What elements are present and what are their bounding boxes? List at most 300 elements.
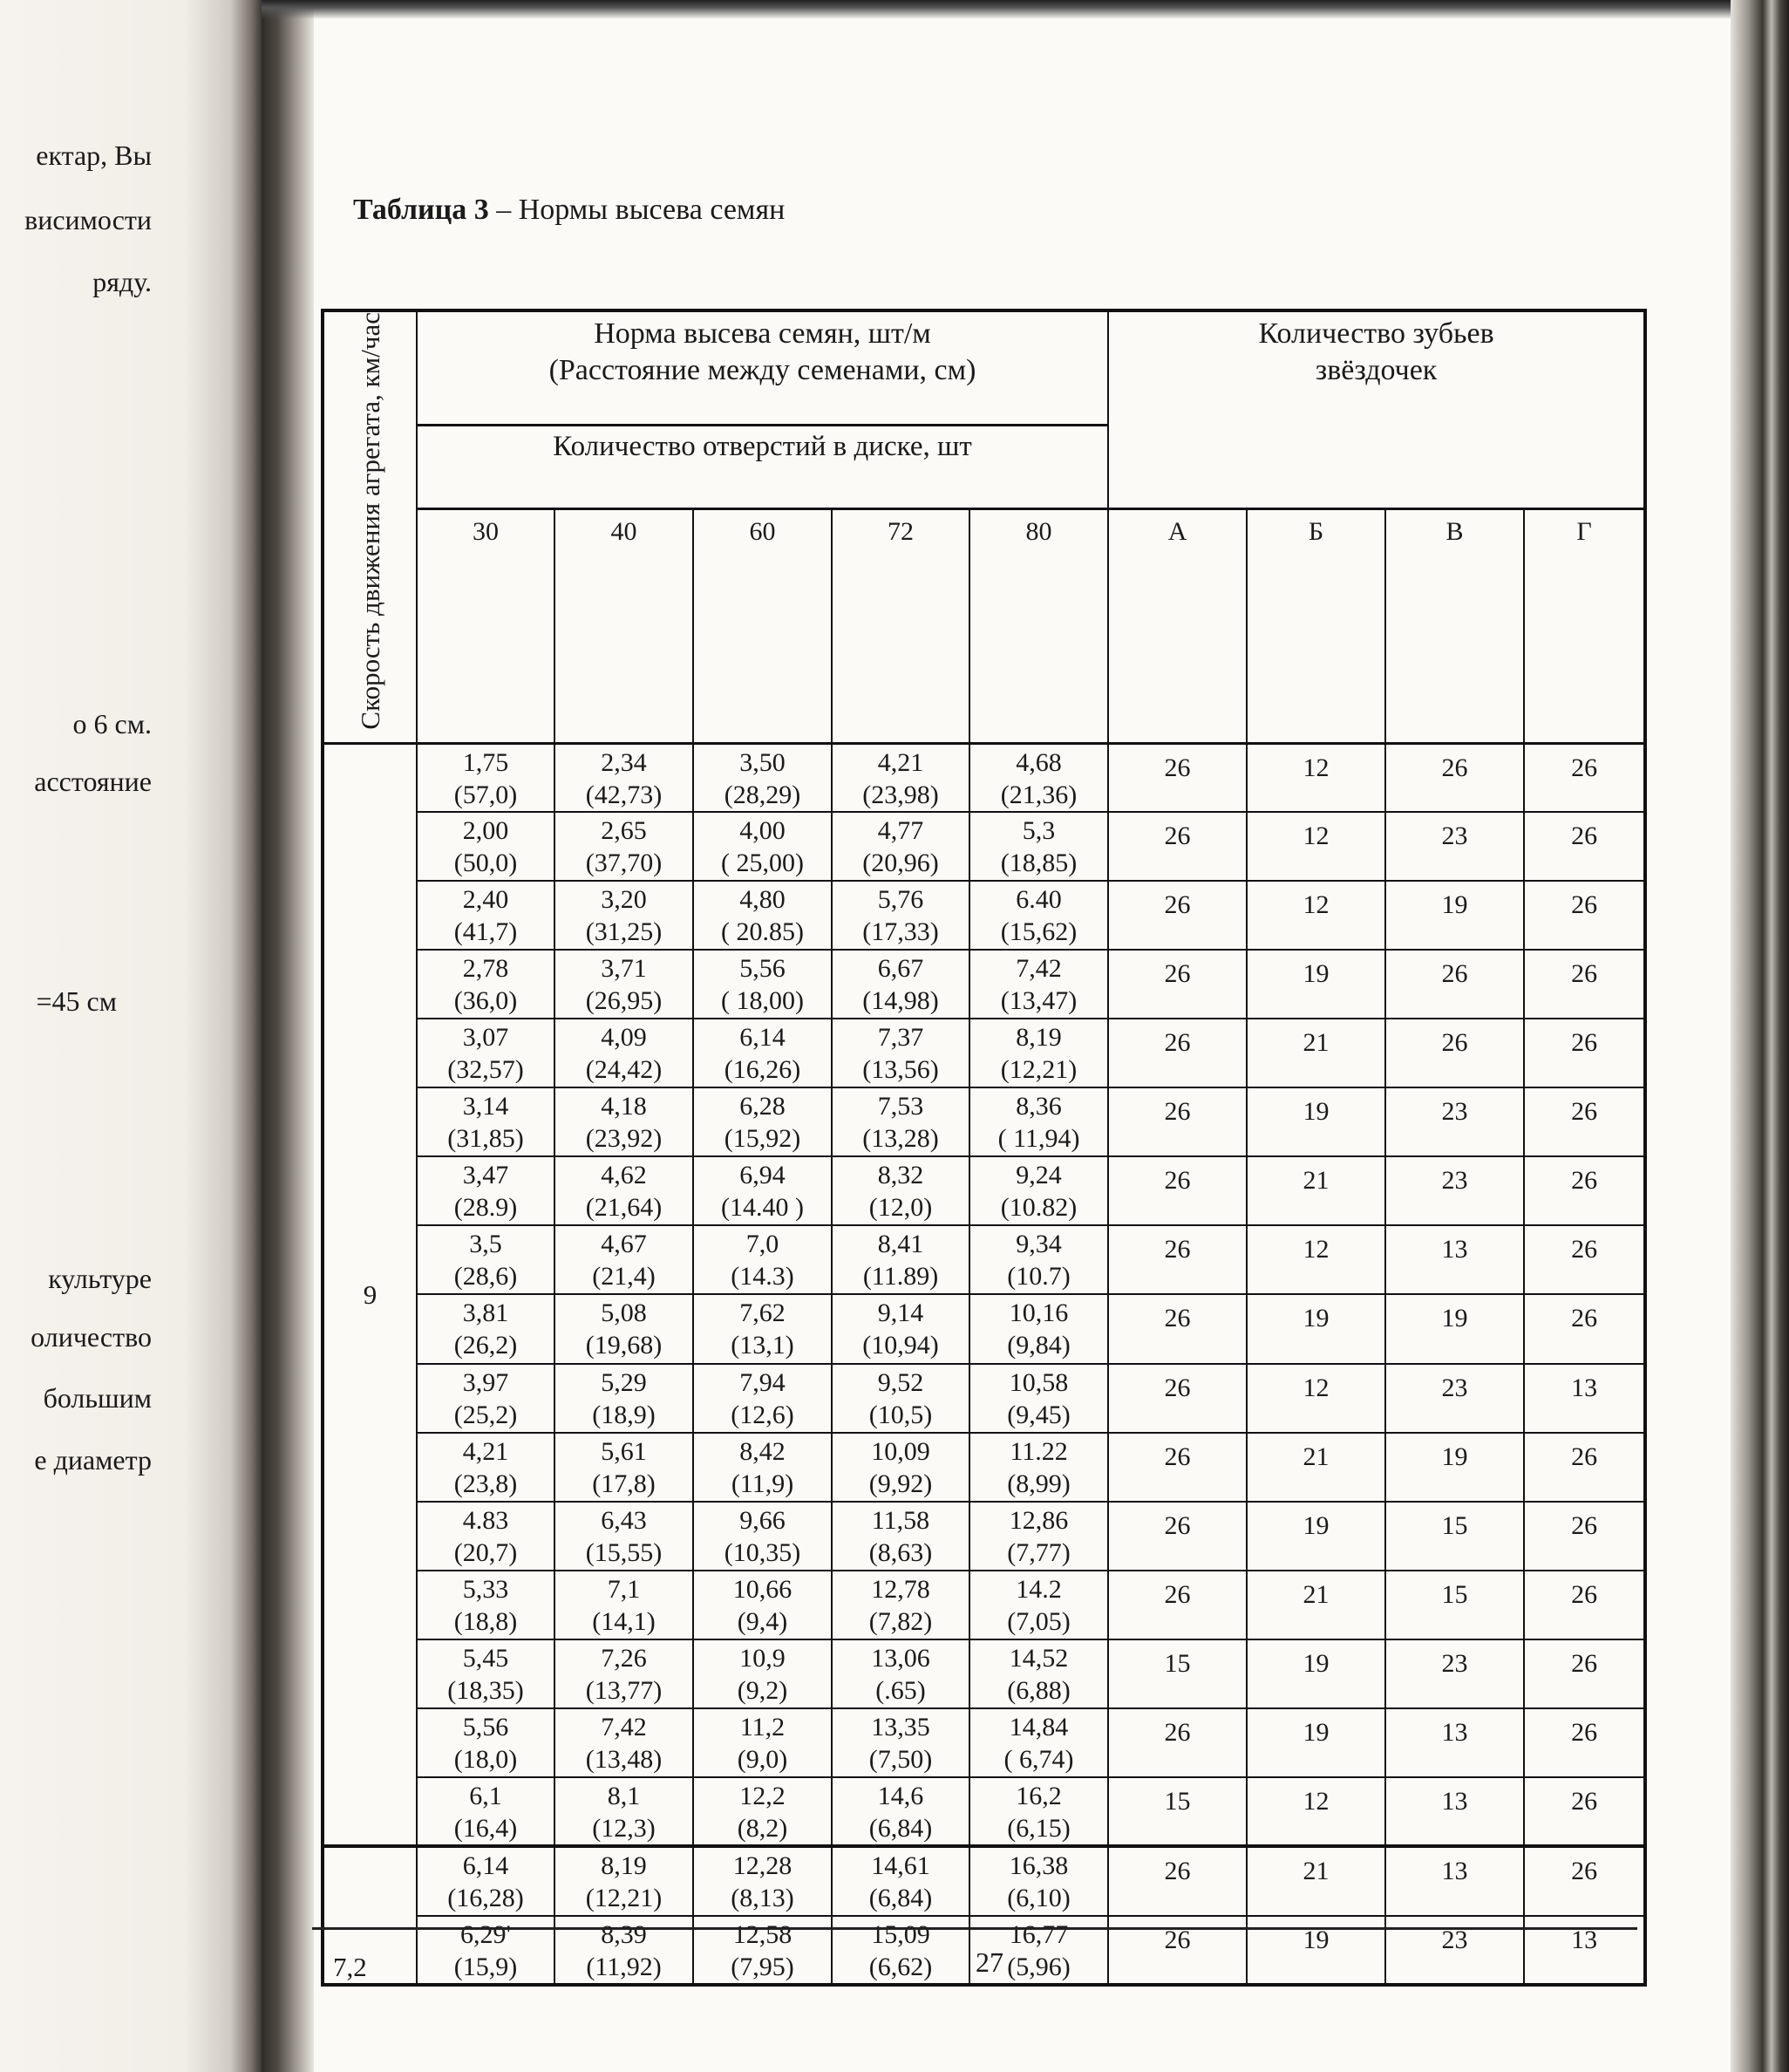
seeds-per-meter: 2,34 xyxy=(601,747,647,777)
sprocket-teeth-cell: 26 xyxy=(1108,1916,1247,1986)
table-row xyxy=(323,1156,1645,1225)
seeds-per-meter: 1,75 xyxy=(462,747,509,777)
speed-header-text: Скорость движения агрегата, км/час xyxy=(354,312,385,730)
speed-value-cell: 7,2 xyxy=(323,1846,417,1985)
sprocket-teeth-cell: 26 xyxy=(1108,812,1247,881)
seed-spacing: (10.7) xyxy=(1007,1262,1071,1292)
sprocket-teeth-cell: 26 xyxy=(1108,1156,1247,1225)
seeds-per-meter: 14,61 xyxy=(871,1851,930,1881)
sprocket-col-g: Г xyxy=(1524,508,1645,743)
seeding-norm-header-line2: (Расстояние между семенами, см) xyxy=(548,354,976,386)
sprocket-teeth-cell: 19 xyxy=(1385,1433,1524,1502)
seeds-per-meter: 14,6 xyxy=(877,1781,924,1810)
seed-spacing: (13,47) xyxy=(1000,986,1078,1016)
seeds-per-meter: 4,21 xyxy=(462,1436,509,1466)
seeding-rate-cell xyxy=(969,1571,1108,1639)
left-page-line: =45 см xyxy=(36,985,117,1017)
seeding-rate-cell xyxy=(693,1294,832,1363)
seeding-rate-cell xyxy=(969,1433,1108,1502)
seed-spacing: (9,92) xyxy=(868,1469,933,1498)
seeding-rate-cell xyxy=(554,1571,693,1639)
seed-spacing: (6,88) xyxy=(1007,1675,1071,1705)
seed-spacing: ( 20.85) xyxy=(721,917,804,947)
seed-spacing: (12,21) xyxy=(1000,1055,1078,1085)
holes-col-40: 40 xyxy=(554,508,693,743)
sprocket-teeth-header-line2: звёздочек xyxy=(1315,354,1438,386)
seeding-rate-cell xyxy=(417,743,554,812)
seeds-per-meter: 2,00 xyxy=(462,816,509,846)
sprocket-teeth-cell: 26 xyxy=(1108,1846,1247,1915)
seeds-per-meter: 6,94 xyxy=(739,1161,786,1190)
seeding-rate-cell xyxy=(693,1019,832,1087)
seed-spacing: (6,15) xyxy=(1007,1813,1071,1843)
seeds-per-meter: 16,38 xyxy=(1009,1851,1069,1881)
seeds-per-meter: 4,62 xyxy=(601,1161,647,1190)
table-body xyxy=(323,743,1645,1985)
seeds-per-meter: 11,2 xyxy=(739,1712,786,1741)
left-page-line: большим xyxy=(43,1382,152,1414)
seeds-per-meter: 7,62 xyxy=(739,1298,786,1328)
sprocket-teeth-cell: 21 xyxy=(1247,1433,1385,1502)
sprocket-teeth-cell: 19 xyxy=(1247,1639,1385,1708)
seed-spacing: (10,35) xyxy=(724,1537,801,1567)
seeds-per-meter: 9,14 xyxy=(877,1298,924,1328)
seed-spacing: (7,77) xyxy=(1007,1537,1071,1567)
left-page-line: о 6 см. xyxy=(72,708,152,740)
seed-spacing: (18,85) xyxy=(1000,849,1078,878)
seeds-per-meter: 5,45 xyxy=(462,1643,509,1673)
seeds-per-meter: 4,77 xyxy=(877,816,924,846)
sprocket-teeth-cell: 26 xyxy=(1108,1502,1247,1571)
seeding-rate-cell xyxy=(832,1156,969,1225)
seeding-rate-cell xyxy=(554,1019,693,1087)
table-title xyxy=(353,194,785,227)
seeds-per-meter: 4,67 xyxy=(601,1230,647,1259)
sprocket-teeth-cell: 26 xyxy=(1108,1019,1247,1087)
seeding-rate-cell xyxy=(969,1294,1108,1363)
sprocket-teeth-cell: 26 xyxy=(1108,950,1247,1019)
table-row xyxy=(323,1639,1645,1708)
sprocket-teeth-cell: 15 xyxy=(1385,1502,1524,1571)
seeds-per-meter: 7,53 xyxy=(877,1092,924,1121)
seeds-per-meter: 13,06 xyxy=(871,1643,930,1673)
seeding-rate-cell xyxy=(693,1571,832,1639)
seed-spacing: (12,6) xyxy=(731,1400,794,1429)
table-row xyxy=(323,1364,1645,1433)
seeding-rate-cell xyxy=(693,812,832,881)
sprocket-teeth-cell: 26 xyxy=(1108,1708,1247,1777)
page-edge-stack xyxy=(1731,0,1789,2072)
seeds-per-meter: 3,14 xyxy=(462,1092,509,1121)
seeds-per-meter: 4,68 xyxy=(1016,747,1062,777)
sprocket-teeth-cell: 26 xyxy=(1385,950,1524,1019)
seed-spacing: (10,94) xyxy=(862,1331,939,1360)
sprocket-col-b: Б xyxy=(1247,508,1385,743)
seeding-rate-cell xyxy=(693,1777,832,1846)
seeding-rate-cell xyxy=(417,1364,554,1433)
sprocket-teeth-cell: 26 xyxy=(1524,1019,1645,1087)
seed-spacing: (7,82) xyxy=(868,1606,933,1636)
seeds-per-meter: 11,58 xyxy=(871,1505,930,1535)
sprocket-teeth-cell: 19 xyxy=(1247,1294,1385,1363)
seeding-rate-cell xyxy=(969,1708,1108,1777)
page-number: 27 xyxy=(976,1946,1003,1978)
seeds-per-meter: 7,42 xyxy=(1016,954,1062,984)
seeding-rate-cell xyxy=(832,1846,969,1915)
seeds-per-meter: 8,19 xyxy=(601,1851,647,1881)
seeds-per-meter: 10,16 xyxy=(1009,1298,1069,1328)
left-page-line: висимости xyxy=(24,204,152,235)
seeds-per-meter: 3,81 xyxy=(462,1298,509,1328)
sprocket-col-v: В xyxy=(1385,508,1524,743)
seeds-per-meter: 6,67 xyxy=(877,954,924,984)
table-title-number: Таблица 3 xyxy=(353,194,489,226)
seeds-per-meter: 7,0 xyxy=(745,1230,779,1259)
seeds-per-meter: 8,36 xyxy=(1016,1092,1062,1121)
seed-spacing: (5,96) xyxy=(1007,1952,1071,1981)
seeding-rate-cell xyxy=(417,812,554,881)
sprocket-teeth-cell: 19 xyxy=(1247,1087,1385,1156)
table-row xyxy=(323,1708,1645,1777)
seeding-rate-cell xyxy=(417,950,554,1019)
seeds-per-meter: 5,08 xyxy=(601,1298,647,1328)
table-row xyxy=(323,950,1645,1019)
seed-spacing: (19,68) xyxy=(585,1331,663,1360)
seed-spacing: (14,98) xyxy=(862,986,939,1016)
sprocket-teeth-cell: 19 xyxy=(1385,881,1524,950)
sprocket-teeth-cell: 19 xyxy=(1247,1916,1385,1986)
seeding-rate-cell xyxy=(693,1156,832,1225)
seeds-per-meter: 6,14 xyxy=(462,1851,509,1881)
seeding-rate-cell xyxy=(693,1916,832,1986)
seed-spacing: (36,0) xyxy=(453,986,518,1016)
seed-spacing: (16,28) xyxy=(447,1884,524,1913)
sprocket-teeth-cell: 26 xyxy=(1385,743,1524,812)
seeds-per-meter: 4,18 xyxy=(601,1092,647,1121)
seeds-per-meter: 4,21 xyxy=(877,747,924,777)
sprocket-teeth-cell: 12 xyxy=(1247,881,1385,950)
sprocket-teeth-cell: 23 xyxy=(1385,1087,1524,1156)
seed-spacing: (18,9) xyxy=(592,1400,656,1429)
table-row xyxy=(323,1433,1645,1502)
seed-spacing: (13,28) xyxy=(862,1124,939,1154)
seeds-per-meter: 7,26 xyxy=(601,1643,647,1673)
sprocket-teeth-cell: 26 xyxy=(1524,1777,1645,1846)
seed-spacing: (11.89) xyxy=(862,1262,939,1292)
holes-col-80: 80 xyxy=(969,508,1108,743)
seeding-rate-cell xyxy=(832,1294,969,1363)
seed-spacing: (26,2) xyxy=(453,1331,518,1360)
speed-value-cell: 9 xyxy=(323,743,417,1846)
seeds-per-meter: 5,56 xyxy=(739,954,786,984)
seeding-rate-cell xyxy=(554,881,693,950)
seed-spacing: (31,25) xyxy=(585,917,663,947)
seeding-rate-cell xyxy=(969,812,1108,881)
seeding-rate-cell xyxy=(417,1639,554,1708)
seeding-rate-cell xyxy=(693,1225,832,1294)
seeding-rate-cell xyxy=(832,1225,969,1294)
sprocket-teeth-cell: 23 xyxy=(1385,1156,1524,1225)
seeding-rate-cell xyxy=(554,1846,693,1915)
holes-col-60: 60 xyxy=(693,508,832,743)
seeding-rate-cell xyxy=(693,1502,832,1571)
seeds-per-meter: 10,66 xyxy=(732,1574,792,1604)
sprocket-teeth-cell: 26 xyxy=(1108,1294,1247,1363)
seed-spacing: (25,2) xyxy=(453,1400,518,1429)
sprocket-teeth-cell: 19 xyxy=(1247,950,1385,1019)
seed-spacing: (12,21) xyxy=(585,1884,663,1913)
seeds-per-meter: 2,65 xyxy=(601,816,647,846)
seed-spacing: (21,4) xyxy=(592,1262,656,1292)
seed-spacing: (31,85) xyxy=(447,1124,524,1154)
seeding-rate-cell xyxy=(554,1087,693,1156)
seed-spacing: (18,35) xyxy=(447,1675,524,1705)
seeds-per-meter: 14.2 xyxy=(1016,1574,1062,1604)
seeds-per-meter: 7,42 xyxy=(601,1712,647,1741)
seed-spacing: (37,70) xyxy=(585,849,663,878)
left-page-line: е диаметр xyxy=(34,1444,152,1476)
seeds-per-meter: 9,34 xyxy=(1016,1230,1062,1259)
seed-spacing: (6,10) xyxy=(1007,1884,1071,1913)
book-gutter-shadow xyxy=(262,0,314,2072)
sprocket-teeth-cell: 13 xyxy=(1385,1708,1524,1777)
seed-spacing: (6,84) xyxy=(868,1884,933,1913)
seed-spacing: (9,45) xyxy=(1007,1400,1071,1429)
holes-col-30: 30 xyxy=(417,508,554,743)
seed-spacing: (8,2) xyxy=(737,1813,788,1843)
seed-spacing: ( 25,00) xyxy=(721,849,804,878)
seeds-per-meter: 10,09 xyxy=(871,1436,930,1466)
seeds-per-meter: 6.40 xyxy=(1016,885,1062,915)
seeds-per-meter: 5,29 xyxy=(601,1367,647,1397)
sprocket-teeth-cell: 21 xyxy=(1247,1156,1385,1225)
seeds-per-meter: 6,14 xyxy=(739,1023,786,1053)
sprocket-teeth-cell: 26 xyxy=(1108,1225,1247,1294)
seed-spacing: (28,29) xyxy=(724,780,801,809)
sprocket-teeth-cell: 13 xyxy=(1385,1846,1524,1915)
sprocket-teeth-cell: 13 xyxy=(1524,1916,1645,1986)
seeding-rate-cell xyxy=(693,1846,832,1915)
left-page-line: культуре xyxy=(48,1263,152,1294)
seeds-per-meter: 3,07 xyxy=(462,1023,509,1053)
seed-spacing: (13,56) xyxy=(862,1055,939,1085)
seed-spacing: (12,3) xyxy=(592,1813,656,1843)
sprocket-teeth-cell: 26 xyxy=(1524,1433,1645,1502)
seeding-rate-cell xyxy=(554,1916,693,1986)
sprocket-teeth-cell: 26 xyxy=(1524,881,1645,950)
seeds-per-meter: 6,28 xyxy=(739,1092,786,1121)
sprocket-teeth-cell: 26 xyxy=(1524,1639,1645,1708)
seed-spacing: (15,62) xyxy=(1000,917,1078,947)
seed-spacing: (23,8) xyxy=(453,1469,518,1498)
seeding-rate-cell xyxy=(417,1846,554,1915)
sprocket-teeth-cell: 12 xyxy=(1247,812,1385,881)
sprocket-teeth-cell: 26 xyxy=(1524,1087,1645,1156)
seed-spacing: (32,57) xyxy=(447,1055,524,1085)
seeding-rate-cell xyxy=(554,1294,693,1363)
seeds-per-meter: 5,61 xyxy=(601,1436,647,1466)
seeding-rate-cell xyxy=(832,1502,969,1571)
table-row xyxy=(323,1019,1645,1087)
seed-spacing: (7,95) xyxy=(731,1952,794,1981)
seed-spacing: (11,9) xyxy=(731,1469,794,1498)
seeds-per-meter: 12,2 xyxy=(739,1781,786,1810)
seed-spacing: (10,5) xyxy=(868,1400,933,1429)
seeding-rate-cell xyxy=(969,1156,1108,1225)
sprocket-teeth-cell: 26 xyxy=(1108,881,1247,950)
seeds-per-meter: 4,80 xyxy=(739,885,786,915)
seeding-rate-cell xyxy=(832,1916,969,1986)
seed-spacing: (9,4) xyxy=(737,1606,788,1636)
sprocket-teeth-cell: 12 xyxy=(1247,743,1385,812)
seeding-rate-cell xyxy=(554,1777,693,1846)
seed-spacing: (17,8) xyxy=(592,1469,656,1498)
sprocket-teeth-cell: 21 xyxy=(1247,1019,1385,1087)
seeds-per-meter: 12,28 xyxy=(732,1851,792,1881)
seed-spacing: (10.82) xyxy=(1000,1193,1078,1223)
sprocket-teeth-cell: 13 xyxy=(1524,1364,1645,1433)
table-row xyxy=(323,1294,1645,1363)
sprocket-teeth-cell: 13 xyxy=(1385,1225,1524,1294)
seed-spacing: (15,9) xyxy=(453,1952,518,1981)
sprocket-teeth-cell: 26 xyxy=(1524,1502,1645,1571)
seed-spacing: (16,4) xyxy=(453,1813,518,1843)
seeding-rate-cell xyxy=(693,881,832,950)
seeding-norm-header-line1: Норма высева семян, шт/м xyxy=(594,317,931,350)
seeding-rate-cell xyxy=(554,1225,693,1294)
seeding-rate-cell xyxy=(969,950,1108,1019)
sprocket-teeth-cell: 26 xyxy=(1524,1156,1645,1225)
sprocket-teeth-cell: 15 xyxy=(1108,1777,1247,1846)
seed-spacing: ( 11,94) xyxy=(997,1124,1080,1154)
seeding-rate-cell xyxy=(832,1571,969,1639)
seeds-per-meter: 12,78 xyxy=(871,1574,930,1604)
seeding-rate-cell xyxy=(832,950,969,1019)
seeding-rate-cell xyxy=(554,1156,693,1225)
seeding-rate-cell xyxy=(832,881,969,950)
table-row xyxy=(323,1777,1645,1846)
footer-rule xyxy=(312,1927,1637,1930)
seeding-rate-cell xyxy=(554,812,693,881)
seed-spacing: (42,73) xyxy=(585,780,663,809)
seeding-rate-cell xyxy=(969,1777,1108,1846)
seeds-per-meter: 3,47 xyxy=(462,1161,509,1190)
left-page-line: оличество xyxy=(31,1321,152,1353)
seeding-rate-cell xyxy=(832,1433,969,1502)
seeding-rate-cell xyxy=(554,950,693,1019)
top-edge-shadow xyxy=(262,0,1744,19)
seeding-rate-cell xyxy=(417,1087,554,1156)
seed-spacing: (9,0) xyxy=(737,1744,788,1774)
seeding-rate-cell xyxy=(693,1087,832,1156)
sprocket-teeth-cell: 15 xyxy=(1108,1639,1247,1708)
table-row xyxy=(323,812,1645,881)
seeding-rate-cell xyxy=(554,1502,693,1571)
seeding-rate-cell xyxy=(417,1708,554,1777)
seeding-rate-cell xyxy=(693,1639,832,1708)
seeds-per-meter: 7,94 xyxy=(739,1367,786,1397)
seed-spacing: (9,2) xyxy=(737,1675,788,1705)
seeding-rate-cell xyxy=(417,1916,554,1986)
seeds-per-meter: 9,52 xyxy=(877,1367,924,1397)
seed-spacing: (17,33) xyxy=(862,917,939,947)
seeding-rate-cell xyxy=(969,743,1108,812)
seeds-per-meter: 4,09 xyxy=(601,1023,647,1053)
table-title-text: – Нормы высева семян xyxy=(488,194,786,226)
sprocket-teeth-cell: 19 xyxy=(1385,1294,1524,1363)
table-row xyxy=(323,1571,1645,1639)
sprocket-teeth-cell: 12 xyxy=(1247,1225,1385,1294)
seeds-per-meter: 10,9 xyxy=(739,1643,786,1673)
seeding-rate-cell xyxy=(832,1364,969,1433)
seeds-per-meter: 9,24 xyxy=(1016,1161,1062,1190)
sprocket-teeth-cell: 21 xyxy=(1247,1846,1385,1915)
seed-spacing: (21,36) xyxy=(1000,780,1078,809)
seeding-rate-cell xyxy=(417,881,554,950)
seed-spacing: (28,6) xyxy=(453,1262,518,1292)
sprocket-teeth-header-line1: Количество зубьев xyxy=(1258,317,1494,350)
sprocket-teeth-cell: 26 xyxy=(1108,1087,1247,1156)
seeds-per-meter: 3,20 xyxy=(601,885,647,915)
seeding-rate-cell xyxy=(417,1019,554,1087)
seeding-rate-cell xyxy=(693,1364,832,1433)
seed-spacing: (50,0) xyxy=(453,849,518,878)
table-row xyxy=(323,881,1645,950)
sprocket-teeth-cell: 26 xyxy=(1524,812,1645,881)
seeding-rate-cell xyxy=(417,1294,554,1363)
seeds-per-meter: 8,39 xyxy=(601,1919,647,1949)
table-row xyxy=(323,1225,1645,1294)
sprocket-teeth-cell: 23 xyxy=(1385,812,1524,881)
seeding-rate-table xyxy=(321,309,1647,1987)
seed-spacing: (23,92) xyxy=(585,1124,663,1154)
seeding-rate-cell xyxy=(693,743,832,812)
seed-spacing: (16,26) xyxy=(724,1055,801,1085)
seed-spacing: (8,63) xyxy=(868,1537,933,1567)
disc-holes-header: Количество отверстий в диске, шт xyxy=(417,426,1108,509)
seeds-per-meter: 12,58 xyxy=(732,1919,792,1949)
sprocket-teeth-cell: 26 xyxy=(1108,1433,1247,1502)
seeding-rate-cell xyxy=(832,1708,969,1777)
seed-spacing: (18,8) xyxy=(453,1606,518,1636)
seeds-per-meter: 4.83 xyxy=(462,1505,509,1535)
seed-spacing: (12,0) xyxy=(868,1193,933,1223)
seeding-rate-cell xyxy=(969,1364,1108,1433)
sprocket-teeth-cell: 12 xyxy=(1247,1777,1385,1846)
table-row xyxy=(323,743,1645,812)
seed-spacing: (18,0) xyxy=(453,1744,518,1774)
previous-page-fragment xyxy=(0,0,262,2072)
seeding-rate-cell xyxy=(417,1225,554,1294)
sprocket-teeth-cell: 23 xyxy=(1385,1639,1524,1708)
seed-spacing: (15,92) xyxy=(724,1124,801,1154)
seeds-per-meter: 6,1 xyxy=(469,1781,502,1810)
sprocket-teeth-cell: 26 xyxy=(1108,1571,1247,1639)
sprocket-teeth-cell: 26 xyxy=(1524,1708,1645,1777)
seed-spacing: (20,96) xyxy=(862,849,939,878)
speed-column-header xyxy=(323,310,417,743)
seeds-per-meter: 8,32 xyxy=(877,1161,924,1190)
seeds-per-meter: 11.22 xyxy=(1010,1436,1068,1466)
seeds-per-meter: 7,1 xyxy=(607,1574,641,1604)
seeds-per-meter: 5,76 xyxy=(877,885,924,915)
seed-spacing: (20,7) xyxy=(453,1537,518,1567)
seed-spacing: (6,84) xyxy=(868,1813,933,1843)
seed-spacing: (8,13) xyxy=(731,1884,794,1913)
seeding-rate-cell xyxy=(417,1571,554,1639)
seeds-per-meter: 7,37 xyxy=(877,1023,924,1053)
seed-spacing: (14.40 ) xyxy=(721,1193,804,1223)
